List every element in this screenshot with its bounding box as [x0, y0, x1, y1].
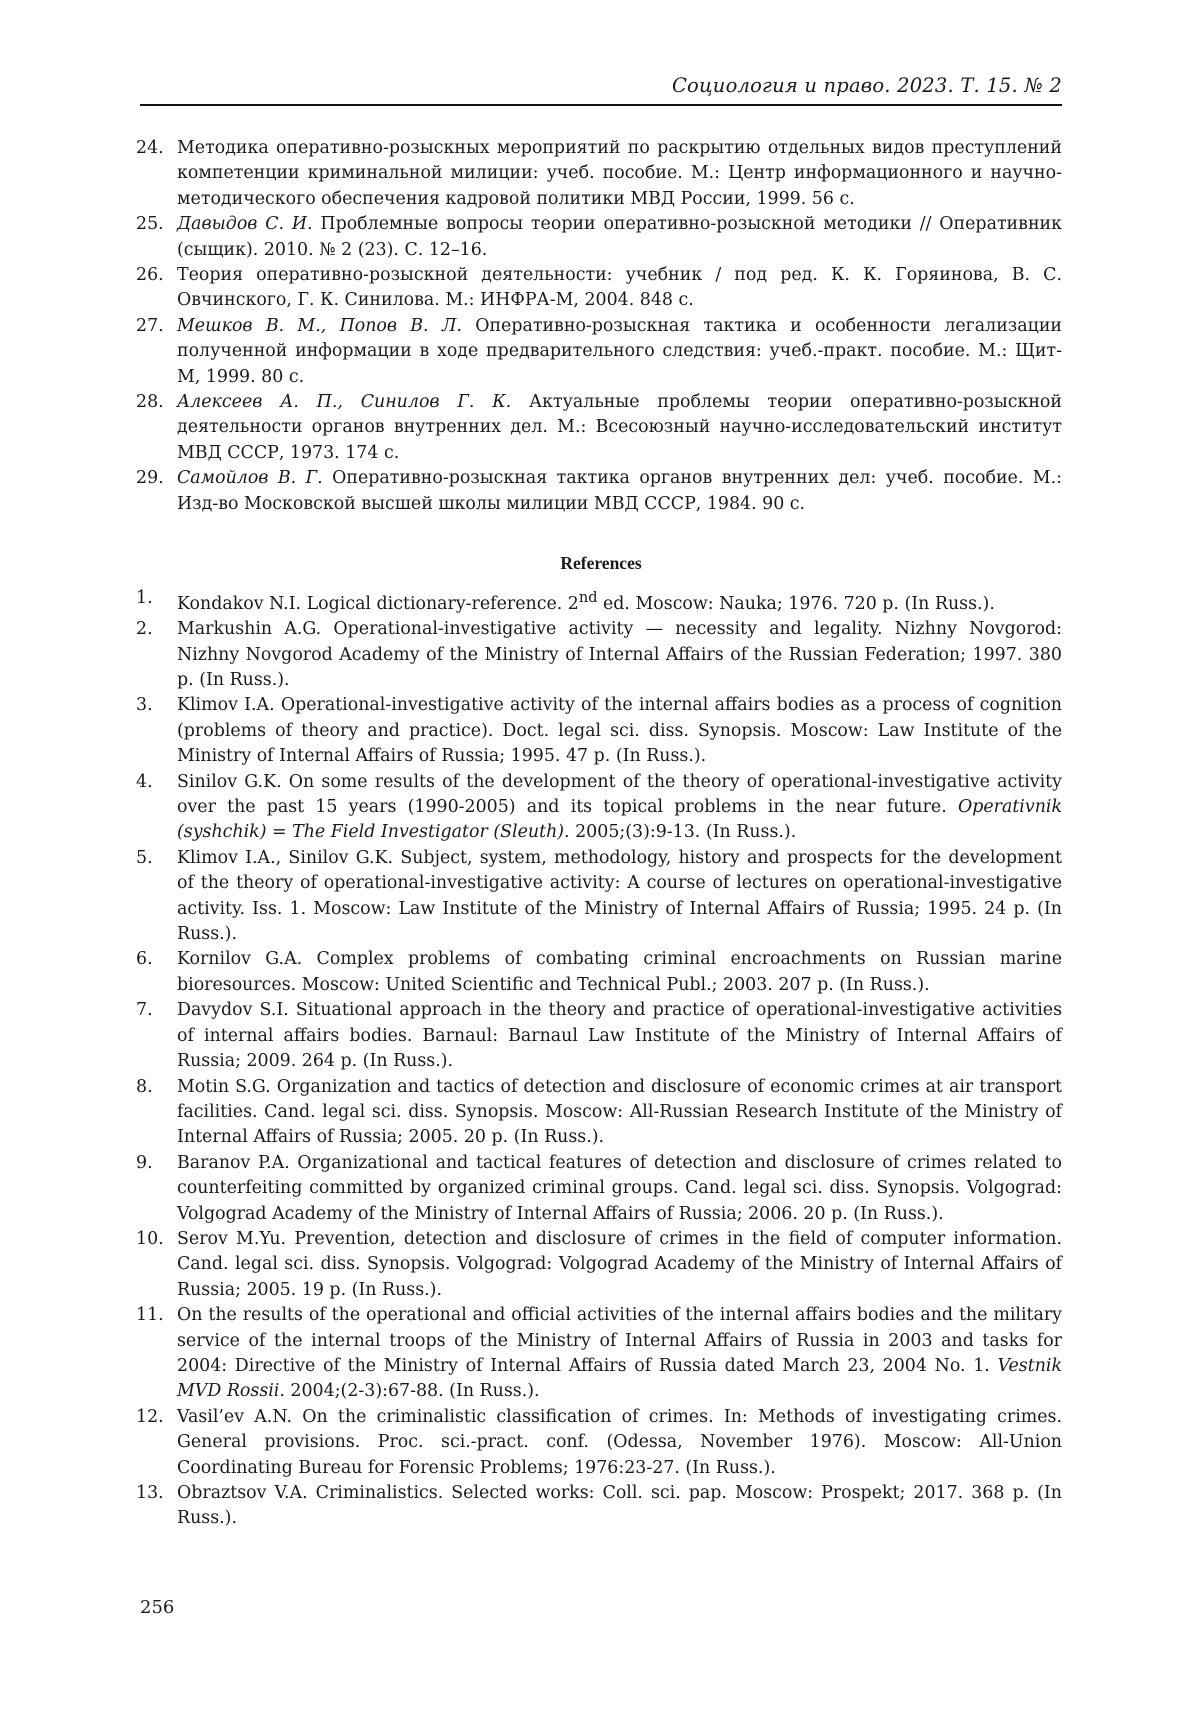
- reference-number: 5.: [136, 846, 172, 871]
- reference-number: 1.: [136, 586, 172, 611]
- reference-item: [140, 1405, 1062, 1481]
- reference-text: Klimov I.A. Operational-investigative activity of the internal affairs bodies as a process of cognition (problems of theory and practice). Doct. legal sci. diss. Synopsis. Moscow: Law Institute of the Ministry of Internal Affairs of Russia; 1995. 47 p. (In Russ.).: [177, 695, 1062, 766]
- reference-text: Kornilov G.A. Complex problems of combating criminal encroachments on Russian marine bioresources. Moscow: United Scientific and Technical Publ.; 2003. 207 p. (In Russ.).: [177, 949, 1062, 994]
- reference-text: Проблемные вопросы теории оперативно-розыскной методики // Оперативник (сыщик). 2010. № 2 (23). С. 12–16.: [177, 214, 1062, 259]
- reference-text: Obraztsov V.A. Criminalistics. Selected works: Coll. sci. pap. Moscow: Prospekt; 2017. 368 p. (In Russ.).: [177, 1483, 1062, 1528]
- reference-number: 26.: [136, 263, 172, 288]
- reference-item: [140, 617, 1062, 693]
- reference-text: Sinilov G.K. On some results of the development of the theory of operational-investigative activity over the past 15 years (1990-2005) and its topical problems in the near future.: [177, 772, 1062, 817]
- reference-item: [140, 693, 1062, 769]
- english-reference-list: [140, 586, 1062, 1532]
- reference-number: 2.: [136, 617, 172, 642]
- reference-text: Baranov P.A. Organizational and tactical features of detection and disclosure of crimes related to counterfeiting committed by organized criminal groups. Cand. legal sci. diss. Synopsis. Volgograd: Volgograd Academy of the Ministry of Internal Affairs of Russia; 2006. 20 p. (In Russ.).: [177, 1153, 1062, 1224]
- reference-number: 3.: [136, 693, 172, 718]
- reference-number: 24.: [136, 136, 172, 161]
- reference-text: Теория оперативно-розыскной деятельности: учебник / под ред. К. К. Горяинова, В. С. Овчинского, Г. К. Синилова. М.: ИНФРА-М, 2004. 848 с.: [177, 265, 1062, 310]
- page-number: 256: [140, 1597, 174, 1618]
- superscript: nd: [579, 590, 598, 606]
- reference-number: 27.: [136, 314, 172, 339]
- reference-author: Самойлов В. Г.: [177, 468, 323, 488]
- reference-text: Serov M.Yu. Prevention, detection and disclosure of crimes in the field of computer information. Cand. legal sci. diss. Synopsis. Volgograd: Volgograd Academy of the Ministry of Internal Affairs of Russia; 2005. 19 p. (In Russ.).: [177, 1229, 1062, 1300]
- running-head: Социология и право. 2023. Т. 15. № 2: [672, 74, 1062, 97]
- reference-text: Актуальные проблемы теории оперативно-розыскной деятельности органов внутренних дел. М.: Всесоюзный научно-исследовательский институт МВД СССР, 1973. 174 с.: [177, 392, 1062, 463]
- reference-text: Motin S.G. Organization and tactics of detection and disclosure of economic crimes at air transport facilities. Cand. legal sci. diss. Synopsis. Moscow: All-Russian Research Institute of the Ministry of Internal Affairs of Russia; 2005. 20 p. (In Russ.).: [177, 1077, 1062, 1148]
- russian-reference-list: [140, 136, 1062, 517]
- reference-author: Давыдов С. И.: [177, 214, 313, 234]
- reference-number: 4.: [136, 770, 172, 795]
- reference-author: Алексеев А. П., Синилов Г. К.: [177, 392, 511, 412]
- reference-text: Davydov S.I. Situational approach in the theory and practice of operational-investigative activities of internal affairs bodies. Barnaul: Barnaul Law Institute of the Ministry of Internal Affairs of Russia; 2009. 264 p. (In Russ.).: [177, 1000, 1062, 1071]
- reference-text-continued: ed. Moscow: Nauka; 1976. 720 p. (In Russ.).: [597, 594, 994, 614]
- reference-number: 8.: [136, 1075, 172, 1100]
- reference-number: 9.: [136, 1151, 172, 1176]
- journal-title: Vestnik MVD Rossii: [177, 1356, 1062, 1401]
- reference-text: Vasil’ev A.N. On the criminalistic classification of crimes. In: Methods of investigating crimes. General provisions. Proc. sci.-pract. conf. (Odessa, November 1976). Moscow: All-Union Coordinating Bureau for Forensic Problems; 1976:23-27. (In Russ.).: [177, 1407, 1062, 1478]
- reference-text: Методика оперативно-розыскных мероприятий по раскрытию отдельных видов преступлений компетенции криминальной милиции: учеб. пособие. М.: Центр информационного и научно-методического обеспечения кадровой политики МВД России, 1999. 56 с.: [177, 138, 1062, 209]
- reference-number: 25.: [136, 212, 172, 237]
- reference-text-continued: 2005;(3):9-13. (In Russ.).: [570, 822, 797, 842]
- reference-item: [140, 466, 1062, 517]
- reference-item: [140, 1303, 1062, 1405]
- reference-text: Оперативно-розыскная тактика органов внутренних дел: учеб. пособие. М.: Изд-во Московской высшей школы милиции МВД СССР, 1984. 90 с.: [177, 468, 1062, 513]
- header-rule: [140, 104, 1062, 106]
- reference-text: On the results of the operational and official activities of the internal affairs bodies and the military service of the internal troops of the Ministry of Internal Affairs of Russia in 2003 and tasks for 2004: Directive of the Ministry of Internal Affairs of Russia dated March 23, 2004 No. 1.: [177, 1305, 1062, 1376]
- references-heading: References: [140, 553, 1062, 574]
- reference-item: [140, 136, 1062, 212]
- reference-number: 11.: [136, 1303, 172, 1328]
- reference-text: Markushin A.G. Operational-investigative activity — necessity and legality. Nizhny Novgorod: Nizhny Novgorod Academy of the Ministry of Internal Affairs of the Russian Federation; 1997. 380 p. (In Russ.).: [177, 619, 1062, 690]
- reference-item: [140, 846, 1062, 948]
- reference-text-continued: . 2004;(2-3):67-88. (In Russ.).: [279, 1381, 539, 1401]
- reference-text: Klimov I.A., Sinilov G.K. Subject, system, methodology, history and prospects for the development of the theory of operational-investigative activity: A course of lectures on operational-investigative activity. Iss. 1. Moscow: Law Institute of the Ministry of Internal Affairs of Russia; 1995. 24 p. (In Russ.).: [177, 848, 1062, 944]
- reference-number: 7.: [136, 998, 172, 1023]
- reference-item: [140, 212, 1062, 263]
- reference-text: Kondakov N.I. Logical dictionary-reference. 2: [177, 594, 579, 614]
- reference-item: [140, 947, 1062, 998]
- reference-item: [140, 263, 1062, 314]
- reference-number: 6.: [136, 947, 172, 972]
- reference-item: [140, 770, 1062, 846]
- reference-item: [140, 1227, 1062, 1303]
- journal-page: [140, 0, 1062, 1721]
- reference-text: Оперативно-розыскная тактика и особенности легализации полученной информации в ходе предварительного следствия: учеб.-практ. пособие. М.: Щит-М, 1999. 80 с.: [177, 316, 1062, 387]
- reference-number: 13.: [136, 1481, 172, 1506]
- reference-item: [140, 1151, 1062, 1227]
- reference-item: [140, 1075, 1062, 1151]
- reference-item: [140, 390, 1062, 466]
- reference-author: Мешков В. М., Попов В. Л.: [177, 316, 462, 336]
- reference-number: 10.: [136, 1227, 172, 1252]
- reference-item: [140, 586, 1062, 617]
- reference-number: 12.: [136, 1405, 172, 1430]
- reference-number: 29.: [136, 466, 172, 491]
- reference-item: [140, 314, 1062, 390]
- reference-item: [140, 998, 1062, 1074]
- journal-title: Operativnik (syshchik) = The Field Investigator (Sleuth).: [177, 797, 1062, 842]
- reference-number: 28.: [136, 390, 172, 415]
- reference-item: [140, 1481, 1062, 1532]
